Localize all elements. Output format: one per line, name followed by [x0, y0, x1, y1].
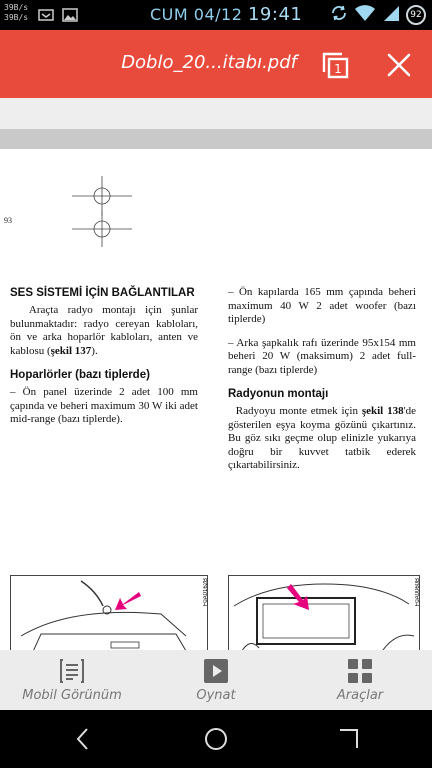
page-gap	[0, 98, 432, 129]
paragraph-radio-mounting	[228, 405, 416, 473]
radio-compartment-illustration	[229, 576, 421, 650]
recents-button[interactable]	[336, 726, 362, 752]
pages-icon	[318, 48, 352, 82]
home-icon	[203, 726, 229, 752]
status-datetime	[150, 4, 302, 25]
close-icon	[382, 48, 416, 82]
bottom-toolbar	[0, 650, 432, 710]
recents-icon	[336, 726, 362, 752]
wifi-icon	[354, 4, 376, 26]
pdf-page-view[interactable]	[0, 98, 432, 650]
net-up-value: 39B/s	[4, 3, 29, 12]
paragraph-rear-shelf: – Arka şapkalık rafı üzerinde 95x154 mm beheri 20 W (maksimum) 2 adet full-range (bazı tiplerde)	[228, 336, 416, 376]
page-header-band	[0, 129, 432, 149]
figure-reference: şekil 138	[361, 405, 404, 417]
play-icon	[203, 658, 229, 684]
figure-138	[228, 575, 420, 650]
paragraph-text: Radyoyu monte etmek için	[235, 405, 362, 417]
status-date: CUM 04/12	[150, 5, 243, 24]
heading-audio-connections: SES SİSTEMİ İÇİN BAĞLANTILAR	[10, 287, 195, 299]
registration-mark	[72, 211, 132, 247]
navigation-bar	[0, 710, 432, 768]
battery-icon: 92	[406, 5, 426, 25]
grid-icon	[347, 658, 373, 684]
close-button[interactable]	[382, 48, 416, 82]
figure-code: F0A0162B	[203, 578, 209, 607]
signal-icon	[382, 4, 400, 26]
paragraph-radio-install	[10, 304, 198, 358]
heading-speakers: Hoparlörler (bazı tiplerde)	[10, 369, 150, 381]
file-title: Doblo_20...itabı.pdf	[121, 52, 297, 73]
heading-radio-mounting: Radyonun montajı	[228, 388, 329, 400]
pages-button[interactable]	[318, 48, 352, 82]
back-icon	[70, 726, 96, 752]
mobile-view-icon	[59, 658, 85, 684]
figure-137	[10, 575, 208, 650]
registration-mark	[72, 176, 132, 216]
right-column	[228, 286, 416, 483]
home-button[interactable]	[203, 726, 229, 752]
mobile-view-label: Mobil Görünüm	[22, 688, 122, 703]
figure-code: F0A0060B	[415, 578, 421, 607]
page-number: 93	[4, 216, 12, 225]
paragraph-door-woofers: – Ön kapılarda 165 mm çapında beheri maximum 40 W 2 adet woofer (bazı tiplerde)	[228, 286, 416, 325]
status-bar	[0, 0, 432, 30]
tools-button[interactable]	[310, 650, 410, 710]
status-time: 19:41	[247, 4, 303, 25]
paragraph-text: ).	[91, 344, 98, 357]
pages-count: 1	[334, 62, 342, 76]
play-button[interactable]	[166, 650, 266, 710]
paragraph-text: 'de gösterilen eşya koyma gözünü çıkartınız. Bu göz sıkı geçme olup elinizle yukarıya doğru bir kuvvet tatbik ederek çıkartabilirsiniz.	[228, 405, 416, 471]
app-bar	[0, 30, 432, 98]
net-down-value: 39B/s	[4, 13, 29, 22]
network-speed	[4, 3, 28, 23]
sync-icon	[330, 4, 348, 26]
left-column	[10, 286, 198, 437]
gallery-icon	[62, 7, 78, 21]
paragraph-front-speakers: – Ön panel üzerinde 2 adet 100 mm çapında ve beheri maximum 30 W iki adet mid-range (bazı tiplerde).	[10, 386, 198, 425]
back-button[interactable]	[70, 726, 96, 752]
dashboard-illustration	[11, 576, 209, 650]
play-label: Oynat	[196, 688, 236, 703]
mobile-view-button[interactable]	[8, 650, 136, 710]
paragraph-text: Araçta radyo montajı için şunlar bulunmaktadır: radyo cereyan kabloları, ön ve arka hoparlör kabloları, anten ve kablosu (	[10, 304, 199, 357]
notification-box-icon	[38, 7, 54, 21]
figure-reference: şekil 137	[50, 344, 92, 357]
tools-label: Araçlar	[336, 688, 384, 703]
